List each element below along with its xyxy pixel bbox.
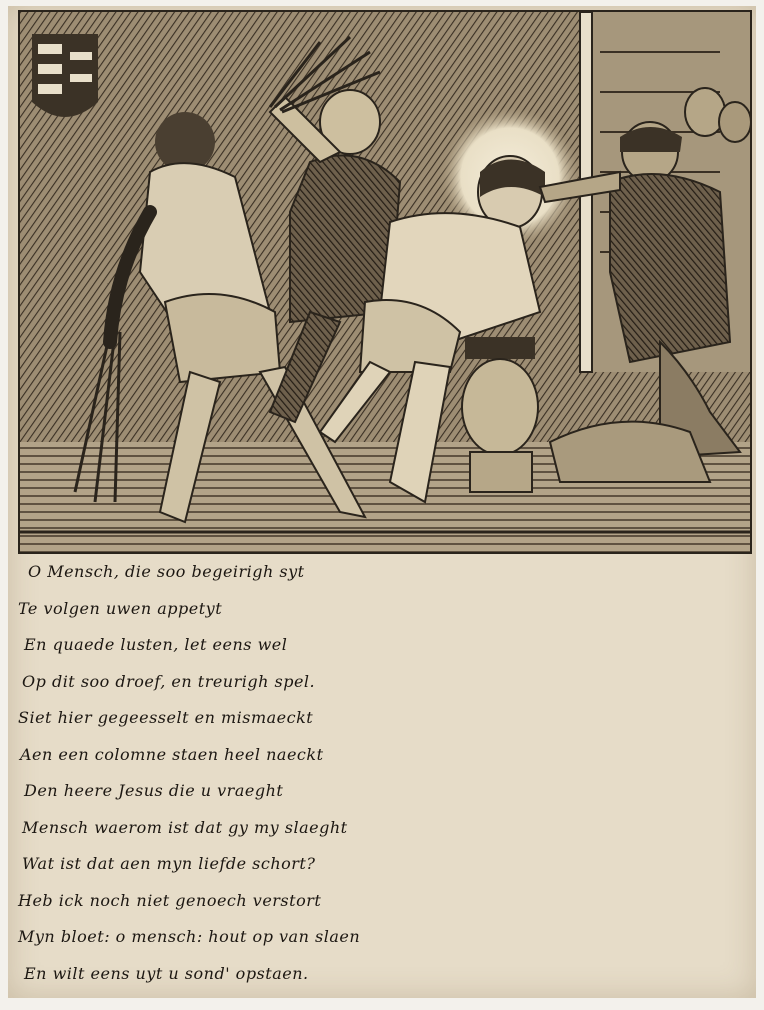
verse-line: Siet hier gegeesselt en mismaeckt — [18, 708, 314, 727]
verse-line: O Mensch, die soo begeirigh syt — [28, 562, 305, 581]
verse-line: En quaede lusten, let eens wel — [24, 635, 288, 654]
verse-line: En wilt eens uyt u sond' opstaen. — [24, 963, 309, 983]
verse-line: Wat ist dat aen myn liefde schort? — [22, 854, 316, 873]
verse-line: Aen een colomne staen heel naeckt — [20, 744, 324, 764]
verse-line: Op dit soo droef, en treurigh spel. — [22, 671, 316, 691]
verse-line: Myn bloet: o mensch: hout op van slaen — [18, 927, 361, 946]
verse-text — [14, 554, 762, 994]
verse-line: Heb ick noch niet genoech verstort — [18, 890, 322, 910]
verse-line: Mensch waerom ist dat gy my slaeght — [22, 817, 348, 837]
flagellation-engraving — [18, 10, 752, 554]
coat-of-arms — [32, 34, 98, 117]
verse-line: Te volgen uwen appetyt — [18, 598, 223, 618]
verse-line: Den heere Jesus die u vraeght — [24, 781, 284, 800]
print-sheet — [8, 6, 756, 998]
